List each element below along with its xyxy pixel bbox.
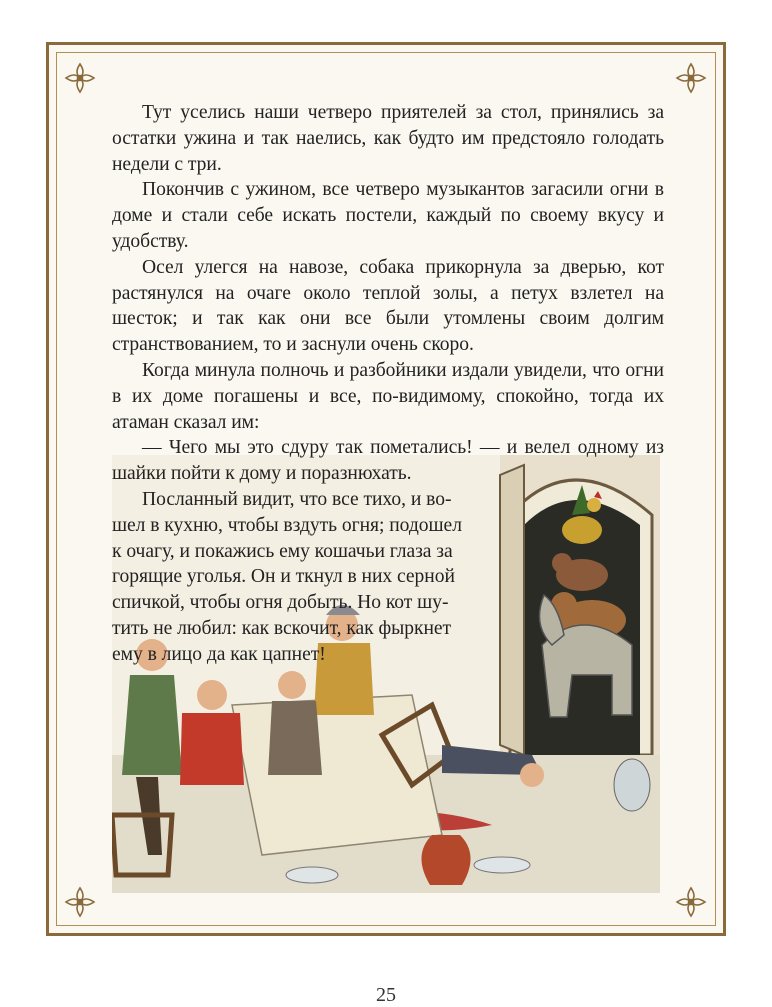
fleur-ornament-icon xyxy=(62,60,98,96)
text-line: Посланный видит, что все тихо, и во- xyxy=(142,488,452,510)
text-line: спичкой, чтобы огня добыть. Но кот шу- xyxy=(112,592,449,614)
paragraph: Тут уселись наши четверо приятелей за стол, принялись за остатки ужина и так наелись, как будто им предстояло голодать недели с три. xyxy=(112,102,664,175)
paragraph: Покончив с ужином, все четверо музыкантов загасили огни в доме и стали себе искать постели, каждый по своему вкусу и удобству. xyxy=(112,179,664,252)
text-line: шел в кухню, чтобы вздуть огня; подошел xyxy=(112,514,462,536)
fleur-ornament-icon xyxy=(673,884,709,920)
text-line: к очагу, и покажись ему кошачьи глаза за xyxy=(112,540,453,562)
text-line: ему в лицо да как цапнет! xyxy=(112,643,326,665)
wrapped-paragraph xyxy=(112,487,482,668)
text-line: горящие уголья. Он и ткнул в них серной xyxy=(112,566,455,588)
paragraph: Осел улегся на навозе, собака прикорнула за дверью, кот растянулся на очаге около теплой золы, а петух взлетел на шесток; и так как они все были утомлены своим долгим странствованием, то и заснули очень скоро. xyxy=(112,256,664,356)
paragraph: Когда минула полночь и разбойники издали увидели, что огни в их доме погашены и все, по-видимому, спокойно, тогда их атаман сказал им: xyxy=(112,359,664,433)
paragraph: — Чего мы это сдуру так пометались! — и велел одному из шайки пойти к дому и поразнюхать. xyxy=(112,437,664,485)
page-number: 25 xyxy=(376,984,396,1006)
fleur-ornament-icon xyxy=(62,884,98,920)
fleur-ornament-icon xyxy=(673,60,709,96)
text-line: тить не любил: как вскочит, как фыркнет xyxy=(112,617,452,639)
story-text xyxy=(112,100,664,668)
